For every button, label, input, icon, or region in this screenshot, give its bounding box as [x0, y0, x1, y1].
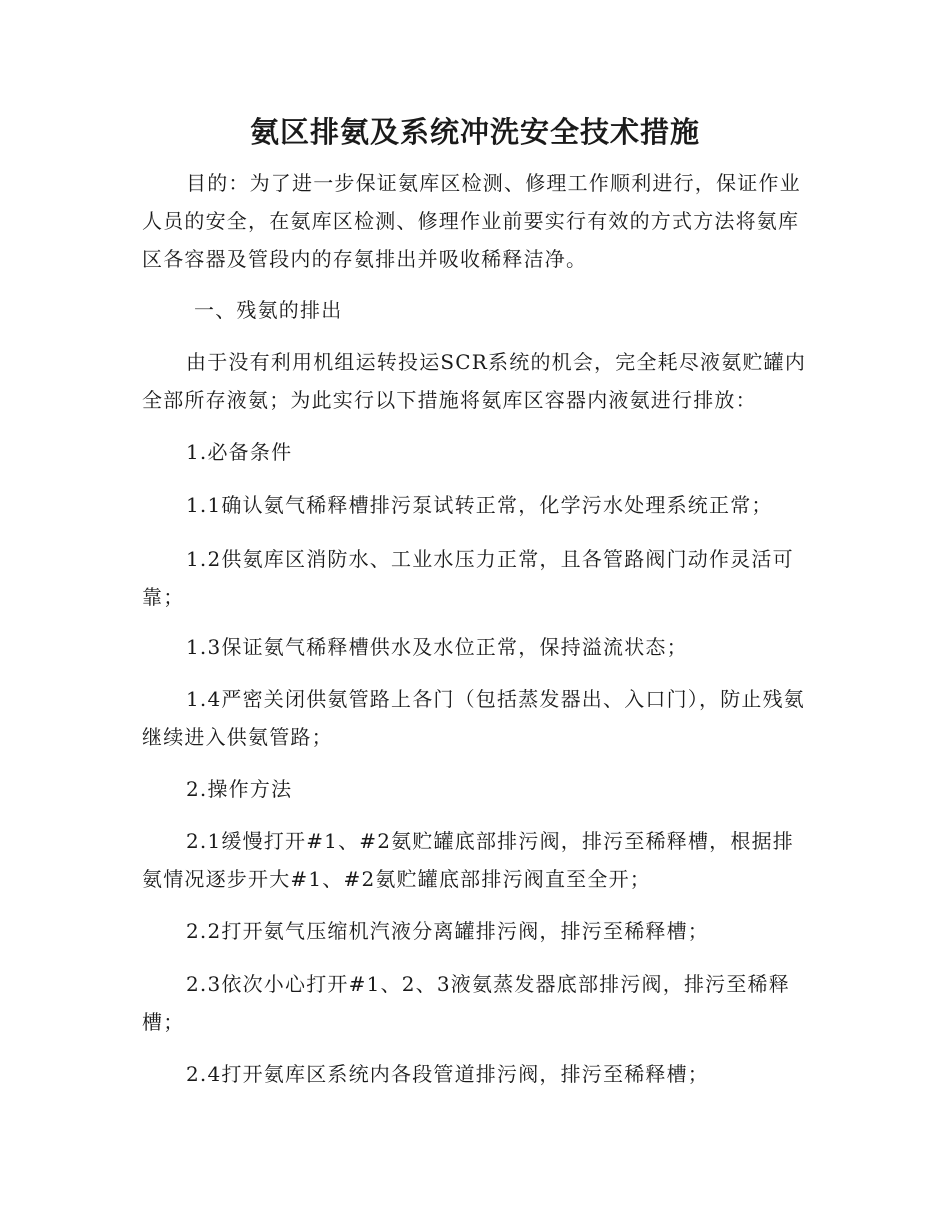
paragraph-2-1: 2.1缓慢打开#1、#2氨贮罐底部排污阀，排污至稀释槽，根据排氨情况逐步开大#1、#2氨贮罐底部排污阀直至全开； — [142, 829, 794, 891]
subheading-prerequisites: 1.必备条件 — [186, 440, 293, 464]
paragraph-1-2: 1.2供氨库区消防水、工业水压力正常，且各管路阀门动作灵活可靠； — [142, 547, 794, 609]
paragraph-1-1: 1.1确认氨气稀释槽排污泵试转正常，化学污水处理系统正常； — [186, 493, 773, 517]
paragraph-2-3: 2.3依次小心打开#1、2、3液氨蒸发器底部排污阀，排污至稀释槽； — [142, 972, 790, 1034]
subheading-operation-method: 2.操作方法 — [186, 777, 293, 801]
paragraph-2-4: 2.4打开氨库区系统内各段管道排污阀，排污至稀释槽； — [186, 1062, 710, 1086]
section-heading-residual-ammonia: 一、残氨的排出 — [194, 298, 343, 322]
paragraph-intro: 由于没有利用机组运转投运SCR系统的机会，完全耗尽液氨贮罐内全部所存液氨；为此实行以下措施将氨库区容器内液氨进行排放： — [142, 350, 807, 412]
paragraph-1-4: 1.4严密关闭供氨管路上各门（包括蒸发器出、入口门），防止残氨继续进入供氨管路； — [142, 687, 806, 749]
document-title: 氨区排氨及系统冲洗安全技术措施 — [249, 115, 700, 149]
paragraph-purpose: 目的：为了进一步保证氨库区检测、修理工作顺利进行，保证作业人员的安全，在氨库区检测、修理作业前要实行有效的方式方法将氨库区各容器及管段内的存氨排出并吸收稀释洁净。 — [142, 171, 801, 271]
paragraph-2-2: 2.2打开氨气压缩机汽液分离罐排污阀，排污至稀释槽； — [186, 919, 710, 943]
paragraph-1-3: 1.3保证氨气稀释槽供水及水位正常，保持溢流状态； — [186, 635, 688, 659]
